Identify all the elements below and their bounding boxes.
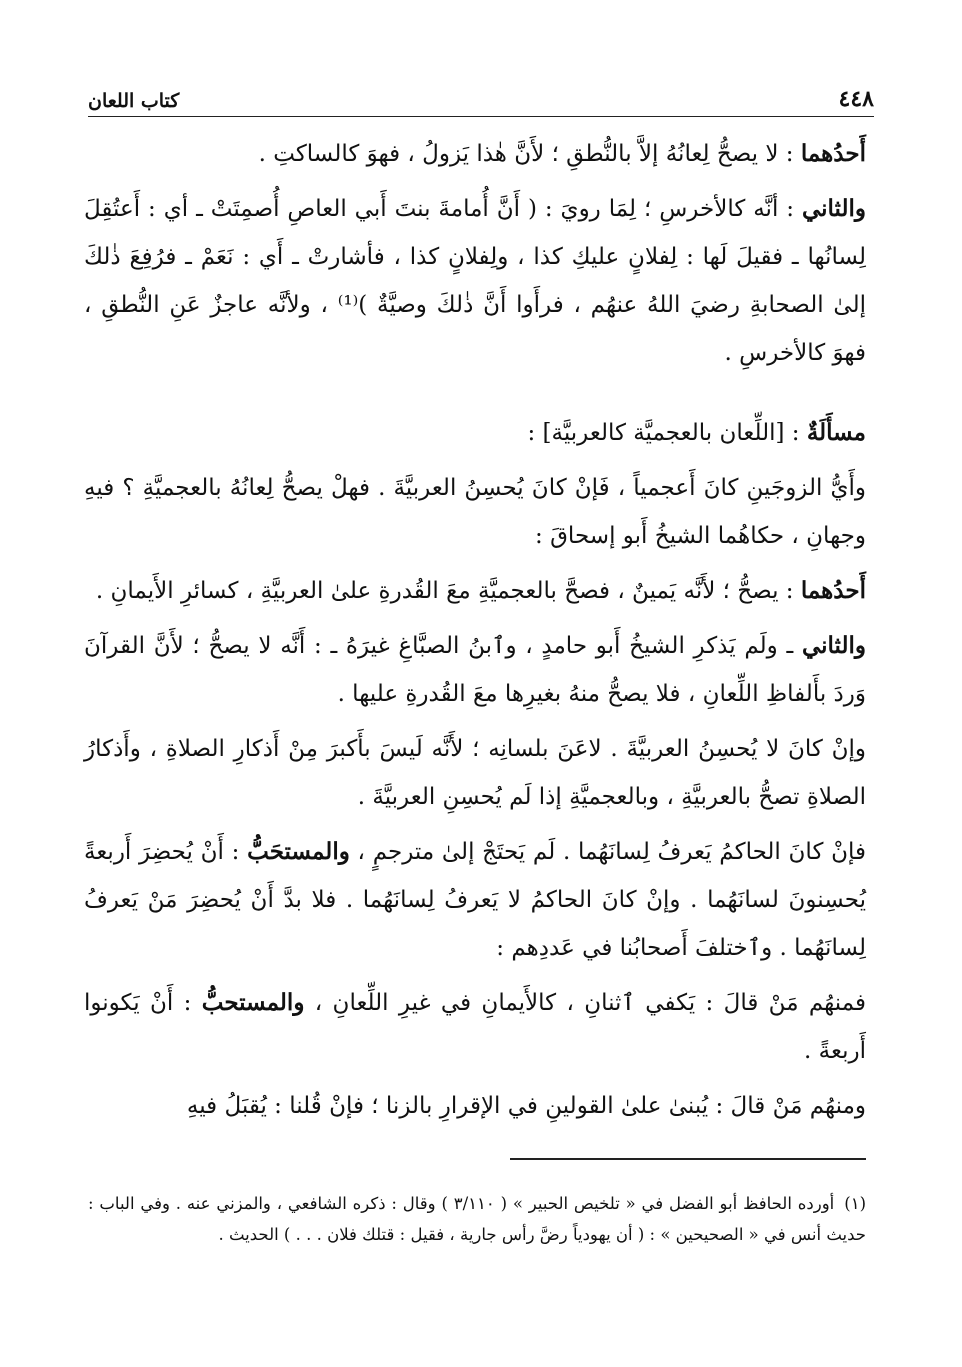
paragraph — [84, 185, 866, 377]
paragraph — [84, 828, 866, 972]
footnote-number: (١) — [844, 1194, 866, 1213]
paragraph-text: : لا يصحُّ لِعانُهُ إلاَّ بالنُّطقِ ؛ لأَنَّ هٰذا يَزولُ ، فهوَ كالساكتِ . — [258, 141, 801, 167]
paragraph — [84, 622, 866, 718]
footnote-text: أورده الحافظ أبو الفضل في « تلخيص الحبير » ( ٣/١١٠ ) وقال : ذكره الشافعي ، والمزني عنه . وفي الباب : حديث أنس في « الصحيحين » : ( أن يهودياً رضَّ رأس جارية ، فقيل : قتلك فلان . . . ) الحديث . — [88, 1194, 866, 1244]
main-text — [84, 130, 866, 1137]
lead-term: أَحدُهما — [800, 577, 866, 604]
footnote — [88, 1188, 866, 1250]
paragraph-text: ومنهُم مَنْ قالَ : يُبنىٰ علىٰ القولينِ في الإقرارِ بالزنا ؛ فإنْ قُلنا : يُقبَلُ فيهِ — [186, 1093, 866, 1119]
paragraph — [84, 464, 866, 560]
lead-term: أَحدُهما — [800, 140, 866, 167]
paragraph-text: فإنْ كانَ الحاكمُ يَعرفُ لِسانَهُما . لَم يَحتَجْ إلىٰ مترجمٍ ، — [349, 839, 867, 865]
running-header — [88, 78, 874, 117]
paragraph-text: : يصحُّ ؛ لأَنَّه يَمينٌ ، فصحَّ بالعجميَّةِ معَ القُدرةِ علىٰ العربيَّةِ ، كسائرِ الأَيمانِ . — [95, 578, 801, 604]
paragraph — [84, 979, 866, 1075]
paragraph-text: : أنَّه كالأخرسِ ؛ لِمَا رويَ : ( أَنَّ أُمامةَ بنتَ أَبي العاصِ أُصمِتَتْ ـ أي : أَعتُقِلَ لِسانُها ـ فقيلَ لَها : لِفلانٍ عليكِ كذا ، ولِفلانٍ كذا ، فأشارتْ ـ أَي : نَعَمْ ـ فرُفِعَ ذٰلكَ إلىٰ الصحابةِ رضيَ اللهُ عنهُم ، فرأَوا أَنَّ ذٰلكَ وصيَّةٌ )⁽¹⁾ ، ولأنَّه عاجزٌ عَنِ النُّطقِ ، فهوَ كالأخرسِ . — [84, 196, 866, 366]
footnote-separator — [510, 1158, 866, 1160]
emphasis-term: والمستحَبُّ — [247, 838, 350, 865]
lead-term: والثاني — [801, 195, 866, 222]
lead-term: والثاني — [801, 632, 866, 659]
lead-term: مسأَلَةٌ — [806, 419, 866, 446]
paragraph-text: : أَنْ يُحضِرَ أَربعةً يُحسِنونَ لسانَهُما . وإنْ كانَ الحاكمُ لا يَعرفُ لِسانَهُما . فلا بدَّ أَنْ يُحضِرَ مَنْ يَعرفُ لِسانَهُما . وٱختلفَ أَصحابُنا في عَددِهم : — [84, 839, 866, 961]
paragraph-text: وإنْ كانَ لا يُحسِنُ العربيَّةَ . لاعَنَ بلسانِه ؛ لأَنَّه لَيسَ بأَكبرَ مِنْ أَذكارِ الصلاةِ ، وأَذكارُ الصلاةِ تصحُّ بالعربيَّةِ ، وبالعجميَّةِ إذا لَم يُحسِنِ العربيَّةَ . — [84, 736, 866, 810]
paragraph-text: ـ ولَم يَذكرِ الشيخُ أَبو حامدٍ ، وٱبنُ الصبَّاغِ غيرَهُ ـ : أَنَّه لا يصحُّ ؛ لأَنَّ القرآنَ وَردَ بأَلفاظِ اللِّعانِ ، فلا يصحُّ منهُ بغيرِها معَ القُدرةِ عليها . — [84, 633, 866, 707]
book-title: كتاب اللعان — [88, 90, 180, 112]
paragraph-text: : [اللِّعان بالعجميَّة كالعربيَّة] : — [527, 420, 807, 446]
paragraph-text: فمنهُم مَنْ قالَ : يَكفي ٱثنانِ ، كالأَيمانِ في غيرِ اللِّعانِ ، — [304, 990, 866, 1016]
paragraph-text: وأَيُّ الزوجَينِ كانَ أَعجمياً ، فَإنْ كانَ يُحسِنُ العربيَّةَ . فهلْ يصحُّ لِعانُهُ بالعجميَّةِ ؟ فيهِ وجهانِ ، حكاهُما الشيخُ أَبو إسحاقَ : — [84, 475, 867, 549]
paragraph — [84, 130, 866, 178]
page-number: ٤٤٨ — [838, 86, 874, 112]
paragraph-text: : أَنْ يَكونوا أَربعةً . — [84, 990, 866, 1064]
footnotes — [88, 1188, 866, 1250]
emphasis-term: والمستحبُّ — [201, 989, 305, 1016]
paragraph — [84, 567, 866, 615]
paragraph — [84, 725, 866, 821]
paragraph — [84, 1082, 866, 1130]
section-heading — [84, 409, 866, 457]
